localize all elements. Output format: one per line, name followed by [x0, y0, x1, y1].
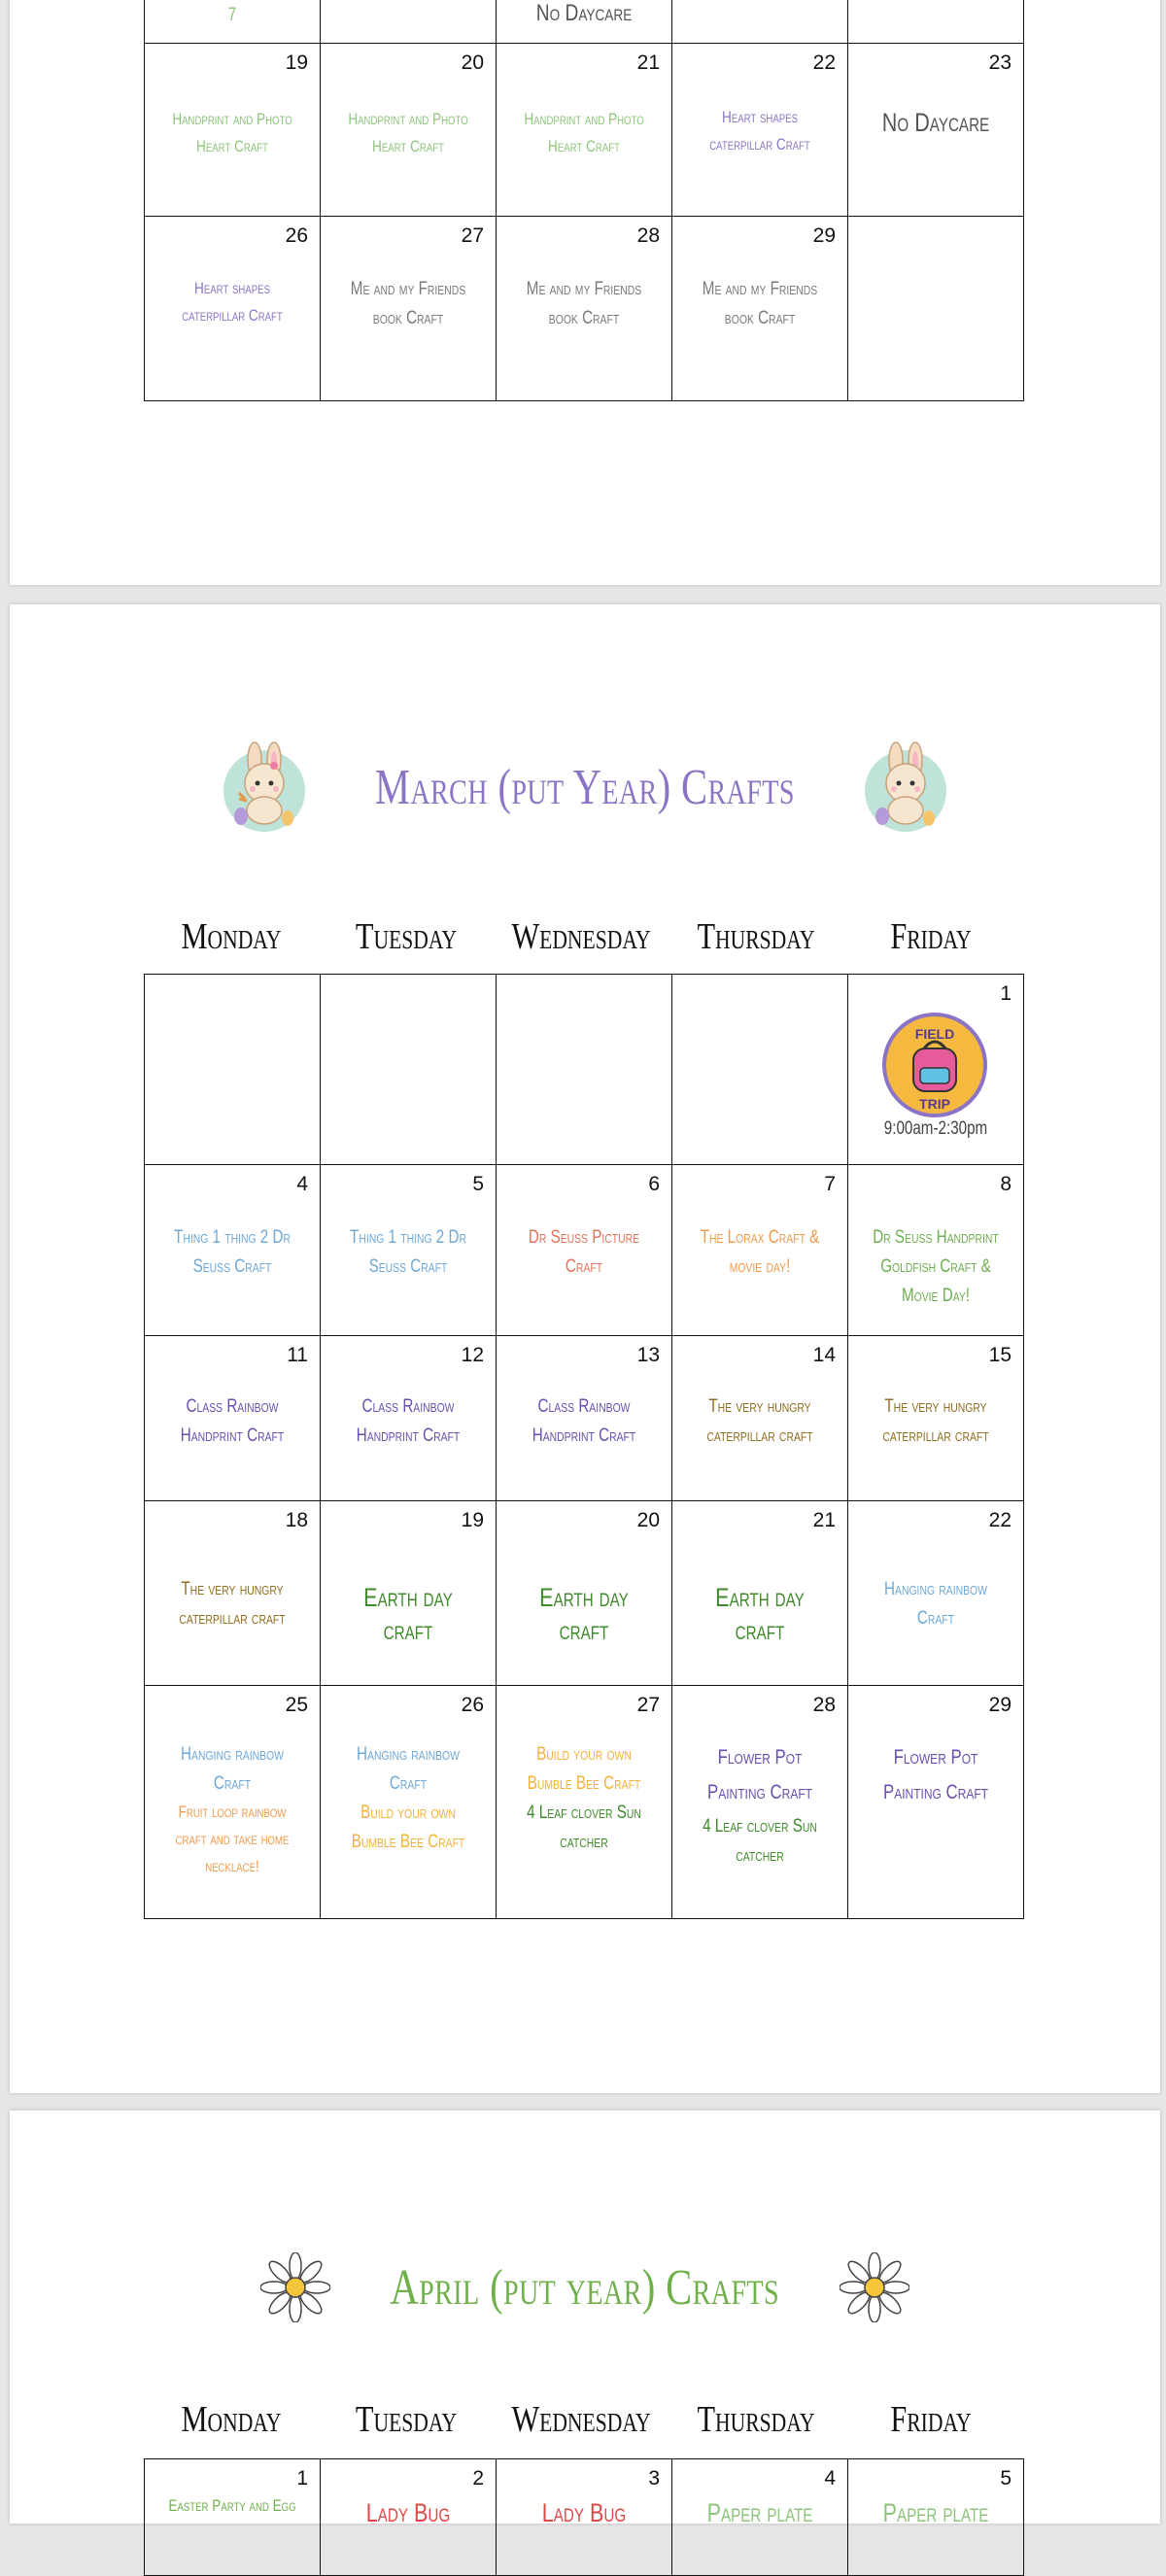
day-number: 22: [812, 52, 836, 74]
cell-text: The very hungry caterpillar craft: [179, 1579, 286, 1629]
day-number: 28: [636, 224, 660, 247]
weekday-header: Thursday: [697, 2399, 815, 2440]
day-number: 27: [461, 224, 484, 247]
day-number: 20: [636, 1509, 660, 1531]
calendar-cell: [145, 2459, 321, 2576]
day-number: 6: [648, 1173, 660, 1195]
weekday-header: Thursday: [697, 916, 815, 957]
day-number: 29: [812, 224, 836, 247]
day-number: 1: [296, 2467, 308, 2490]
cell-text: Heart shapes caterpillar Craft: [709, 108, 810, 154]
day-number: 2: [472, 2467, 484, 2490]
day-number: 29: [988, 1694, 1012, 1716]
day-number: 19: [461, 1509, 484, 1531]
february-calendar-grid: [144, 0, 1024, 401]
day-number: 21: [812, 1509, 836, 1531]
cell-text: The very hungry caterpillar craft: [882, 1396, 989, 1446]
calendar-cell: [321, 1501, 497, 1686]
calendar-cell: [145, 217, 321, 401]
calendar-cell: [848, 1336, 1024, 1501]
day-number: 14: [812, 1344, 836, 1366]
day-number: 8: [1000, 1173, 1012, 1195]
cell-text: Thing 1 thing 2 Dr Seuss Craft: [174, 1227, 291, 1277]
day-number: 7: [824, 1173, 836, 1195]
day-number: 12: [461, 1344, 484, 1366]
calendar-cell: [672, 975, 848, 1165]
field-trip-badge-icon: [881, 1012, 988, 1118]
cell-text: Hanging rainbow Craft: [357, 1744, 460, 1794]
bunny-icon: [218, 740, 311, 834]
calendar-cell: [321, 2459, 497, 2576]
calendar-cell: [145, 1686, 321, 1919]
day-number: 26: [285, 224, 308, 247]
cell-text: No Daycare: [535, 0, 633, 26]
calendar-cell: [497, 217, 672, 401]
calendar-cell: [848, 0, 1024, 44]
day-number: 25: [285, 1694, 308, 1716]
calendar-cell: [321, 0, 497, 44]
cell-text: Class Rainbow Handprint Craft: [356, 1396, 461, 1446]
weekday-header: Wednesday: [511, 2399, 651, 2440]
day-number: 4: [824, 2467, 836, 2490]
cell-text: 7: [227, 5, 237, 25]
calendar-cell: [497, 1501, 672, 1686]
cell-text: Build your own Bumble Bee Craft: [527, 1744, 641, 1794]
calendar-cell: [497, 44, 672, 217]
cell-text: The very hungry caterpillar craft: [706, 1396, 813, 1446]
daisy-icon: [840, 2252, 909, 2322]
calendar-cell: [321, 217, 497, 401]
april-title-row: [10, 2252, 1160, 2322]
calendar-cell: [672, 0, 848, 44]
day-number: 1: [1000, 982, 1012, 1005]
day-number: 4: [296, 1173, 308, 1195]
calendar-cell: [497, 2459, 672, 2576]
cell-text: Me and my Friends book Craft: [350, 279, 466, 328]
cell-text: Paper plate: [882, 2498, 989, 2527]
calendar-cell: [848, 44, 1024, 217]
calendar-cell: [848, 2459, 1024, 2576]
cell-text: Thing 1 thing 2 Dr Seuss Craft: [350, 1227, 466, 1277]
cell-text: Paper plate: [706, 2498, 813, 2527]
calendar-cell: [497, 0, 672, 44]
day-number: 3: [648, 2467, 660, 2490]
calendar-cell: [672, 217, 848, 401]
calendar-cell: [321, 44, 497, 217]
calendar-cell: [672, 44, 848, 217]
day-number: 13: [636, 1344, 660, 1366]
calendar-cell: [145, 975, 321, 1165]
march-title-row: [10, 740, 1160, 834]
calendar-cell: [848, 217, 1024, 401]
cell-text: Dr Seuss Handprint Goldfish Craft & Movie Day!: [873, 1227, 999, 1306]
weekday-header: Monday: [181, 2399, 282, 2440]
calendar-cell: [672, 1165, 848, 1336]
day-number: 27: [636, 1694, 660, 1716]
day-number: 18: [285, 1509, 308, 1531]
daisy-icon: [260, 2252, 330, 2322]
day-number: 26: [461, 1694, 484, 1716]
cell-text: Handprint and Photo Heart Craft: [172, 110, 292, 155]
calendar-cell: [672, 2459, 848, 2576]
weekday-header: Tuesday: [355, 2399, 458, 2440]
calendar-page-april: [10, 2111, 1160, 2527]
cell-text: Earth day craft: [715, 1583, 805, 1645]
calendar-cell: [848, 1165, 1024, 1336]
cell-text: No Daycare: [881, 108, 990, 137]
day-number: 11: [287, 1344, 308, 1366]
day-number: 5: [1000, 2467, 1012, 2490]
cell-text: Class Rainbow Handprint Craft: [532, 1396, 636, 1446]
field-trip-time: 9:00am-2:30pm: [883, 1118, 988, 1139]
cell-text: Handprint and Photo Heart Craft: [348, 110, 468, 155]
cell-text: Earth day craft: [539, 1583, 629, 1645]
calendar-cell: [497, 1686, 672, 1919]
calendar-cell: [848, 1686, 1024, 1919]
cell-text: Flower Pot Painting Craft: [882, 1746, 988, 1803]
cell-text: Flower Pot Painting Craft: [706, 1746, 812, 1803]
bunny-icon: [859, 740, 952, 834]
calendar-page-march: [10, 604, 1160, 2093]
cell-text: Heart shapes caterpillar Craft: [182, 279, 283, 325]
weekday-header: Friday: [890, 916, 972, 957]
april-calendar-grid: [144, 2458, 1024, 2576]
calendar-page-february: [10, 0, 1160, 585]
day-number: 19: [285, 52, 308, 74]
cell-text: The Lorax Craft & movie day!: [700, 1227, 820, 1277]
weekday-header: Friday: [890, 2399, 972, 2440]
cell-text: 4 Leaf clover Sun catcher: [527, 1803, 641, 1852]
calendar-cell: [145, 1165, 321, 1336]
day-number: 28: [812, 1694, 836, 1716]
cell-text: Easter Party and Egg: [168, 2496, 296, 2515]
calendar-cell: [672, 1336, 848, 1501]
weekday-header: Monday: [181, 916, 282, 957]
day-number: 15: [988, 1344, 1012, 1366]
calendar-cell: [145, 1501, 321, 1686]
calendar-cell: [321, 975, 497, 1165]
march-calendar-grid: [144, 974, 1024, 1919]
cell-text: Build your own Bumble Bee Craft: [351, 1803, 465, 1852]
day-number: 22: [988, 1509, 1012, 1531]
cell-text: Class Rainbow Handprint Craft: [180, 1396, 285, 1446]
calendar-cell: [672, 1686, 848, 1919]
weekday-header: Tuesday: [355, 916, 458, 957]
cell-text: Me and my Friends book Craft: [702, 279, 818, 328]
calendar-cell: [497, 1336, 672, 1501]
cell-text: Me and my Friends book Craft: [526, 279, 642, 328]
calendar-cell: [848, 1501, 1024, 1686]
day-number: 23: [988, 52, 1012, 74]
cell-text: 4 Leaf clover Sun catcher: [703, 1816, 817, 1866]
calendar-cell: [321, 1336, 497, 1501]
cell-text: Dr Seuss Picture Craft: [528, 1227, 640, 1277]
calendar-cell: [145, 1336, 321, 1501]
page-title: April (put year) Crafts: [390, 2259, 780, 2316]
calendar-cell: [321, 1686, 497, 1919]
calendar-cell: [497, 1165, 672, 1336]
day-number: 5: [472, 1173, 484, 1195]
cell-text: Lady Bug: [365, 2498, 451, 2527]
day-number: 21: [636, 52, 660, 74]
calendar-cell: [672, 1501, 848, 1686]
cell-text: Lady Bug: [541, 2498, 627, 2527]
calendar-cell: [321, 1165, 497, 1336]
calendar-cell: [145, 0, 321, 44]
badge-top-text: FIELD: [914, 1026, 955, 1042]
badge-bottom-text: TRIP: [919, 1096, 950, 1112]
page-title: March (put Year) Crafts: [375, 759, 795, 815]
weekday-header: Wednesday: [511, 916, 651, 957]
calendar-cell: [145, 44, 321, 217]
calendar-cell: [497, 975, 672, 1165]
cell-text: Earth day craft: [363, 1583, 453, 1645]
cell-text: Hanging rainbow Craft: [884, 1579, 987, 1629]
calendar-cell-field-trip: [848, 975, 1024, 1165]
day-number: 20: [461, 52, 484, 74]
cell-text: Handprint and Photo Heart Craft: [524, 110, 644, 155]
cell-text: Hanging rainbow Craft: [181, 1744, 284, 1794]
cell-text: Fruit loop rainbow craft and take home necklace!: [175, 1803, 290, 1875]
